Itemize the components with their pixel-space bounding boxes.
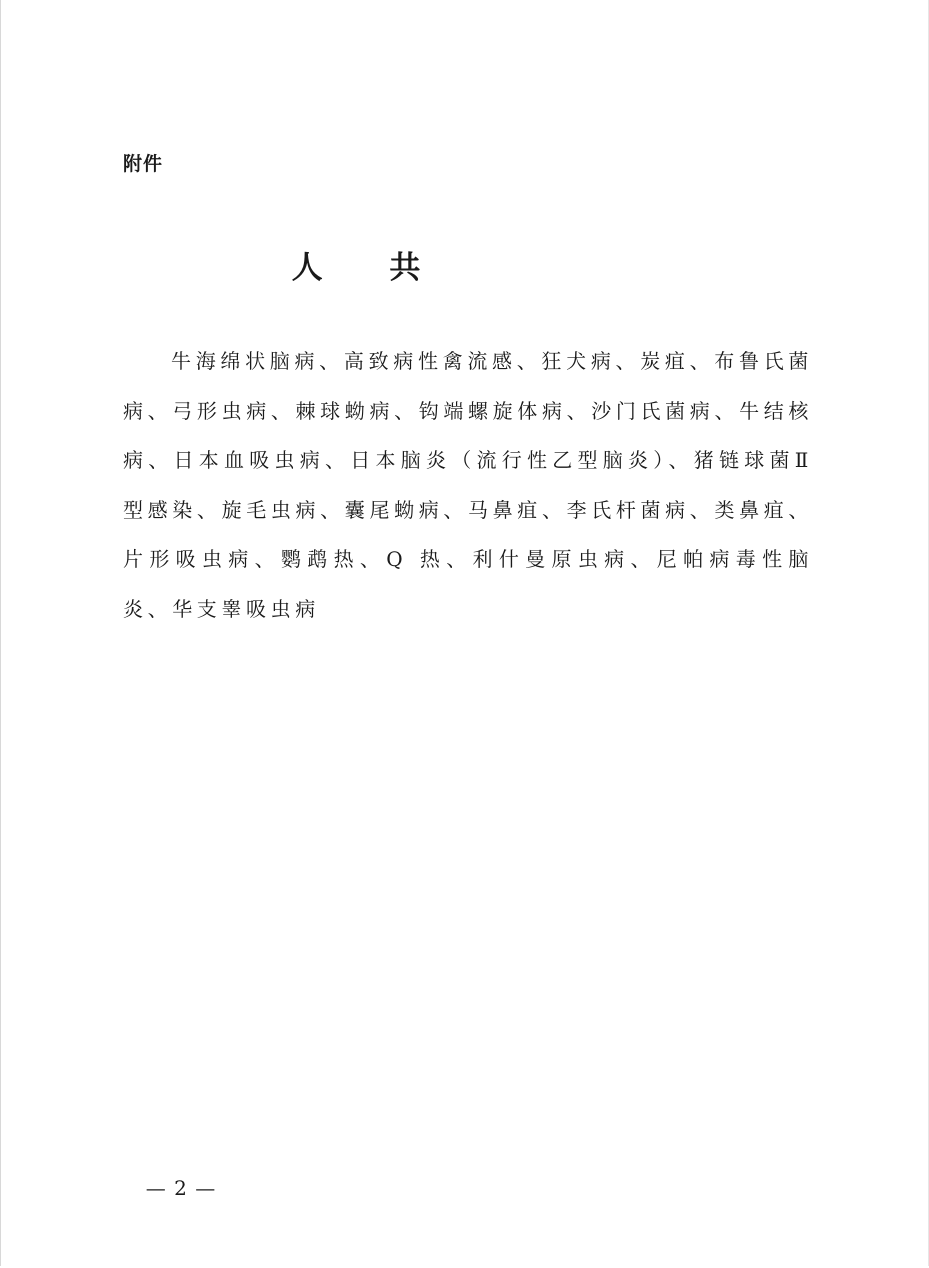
document-title: 人 共	[291, 250, 449, 286]
attachment-label: 附件	[123, 153, 164, 175]
disease-list-paragraph: 牛海绵状脑病、高致病性禽流感、狂犬病、炭疽、布鲁氏菌病、弓形虫病、棘球蚴病、钩端螺旋体病、沙门氏菌病、牛结核病、日本血吸虫病、日本脑炎（流行性乙型脑炎）、猪链球菌Ⅱ型感染、旋毛虫病、囊尾蚴病、马鼻疽、李氏杆菌病、类鼻疽、片形吸虫病、鹦鹉热、Q 热、利什曼原虫病、尼帕病毒性脑炎、华支睾吸虫病	[123, 349, 813, 621]
page-number: — 2 —	[145, 1176, 217, 1200]
